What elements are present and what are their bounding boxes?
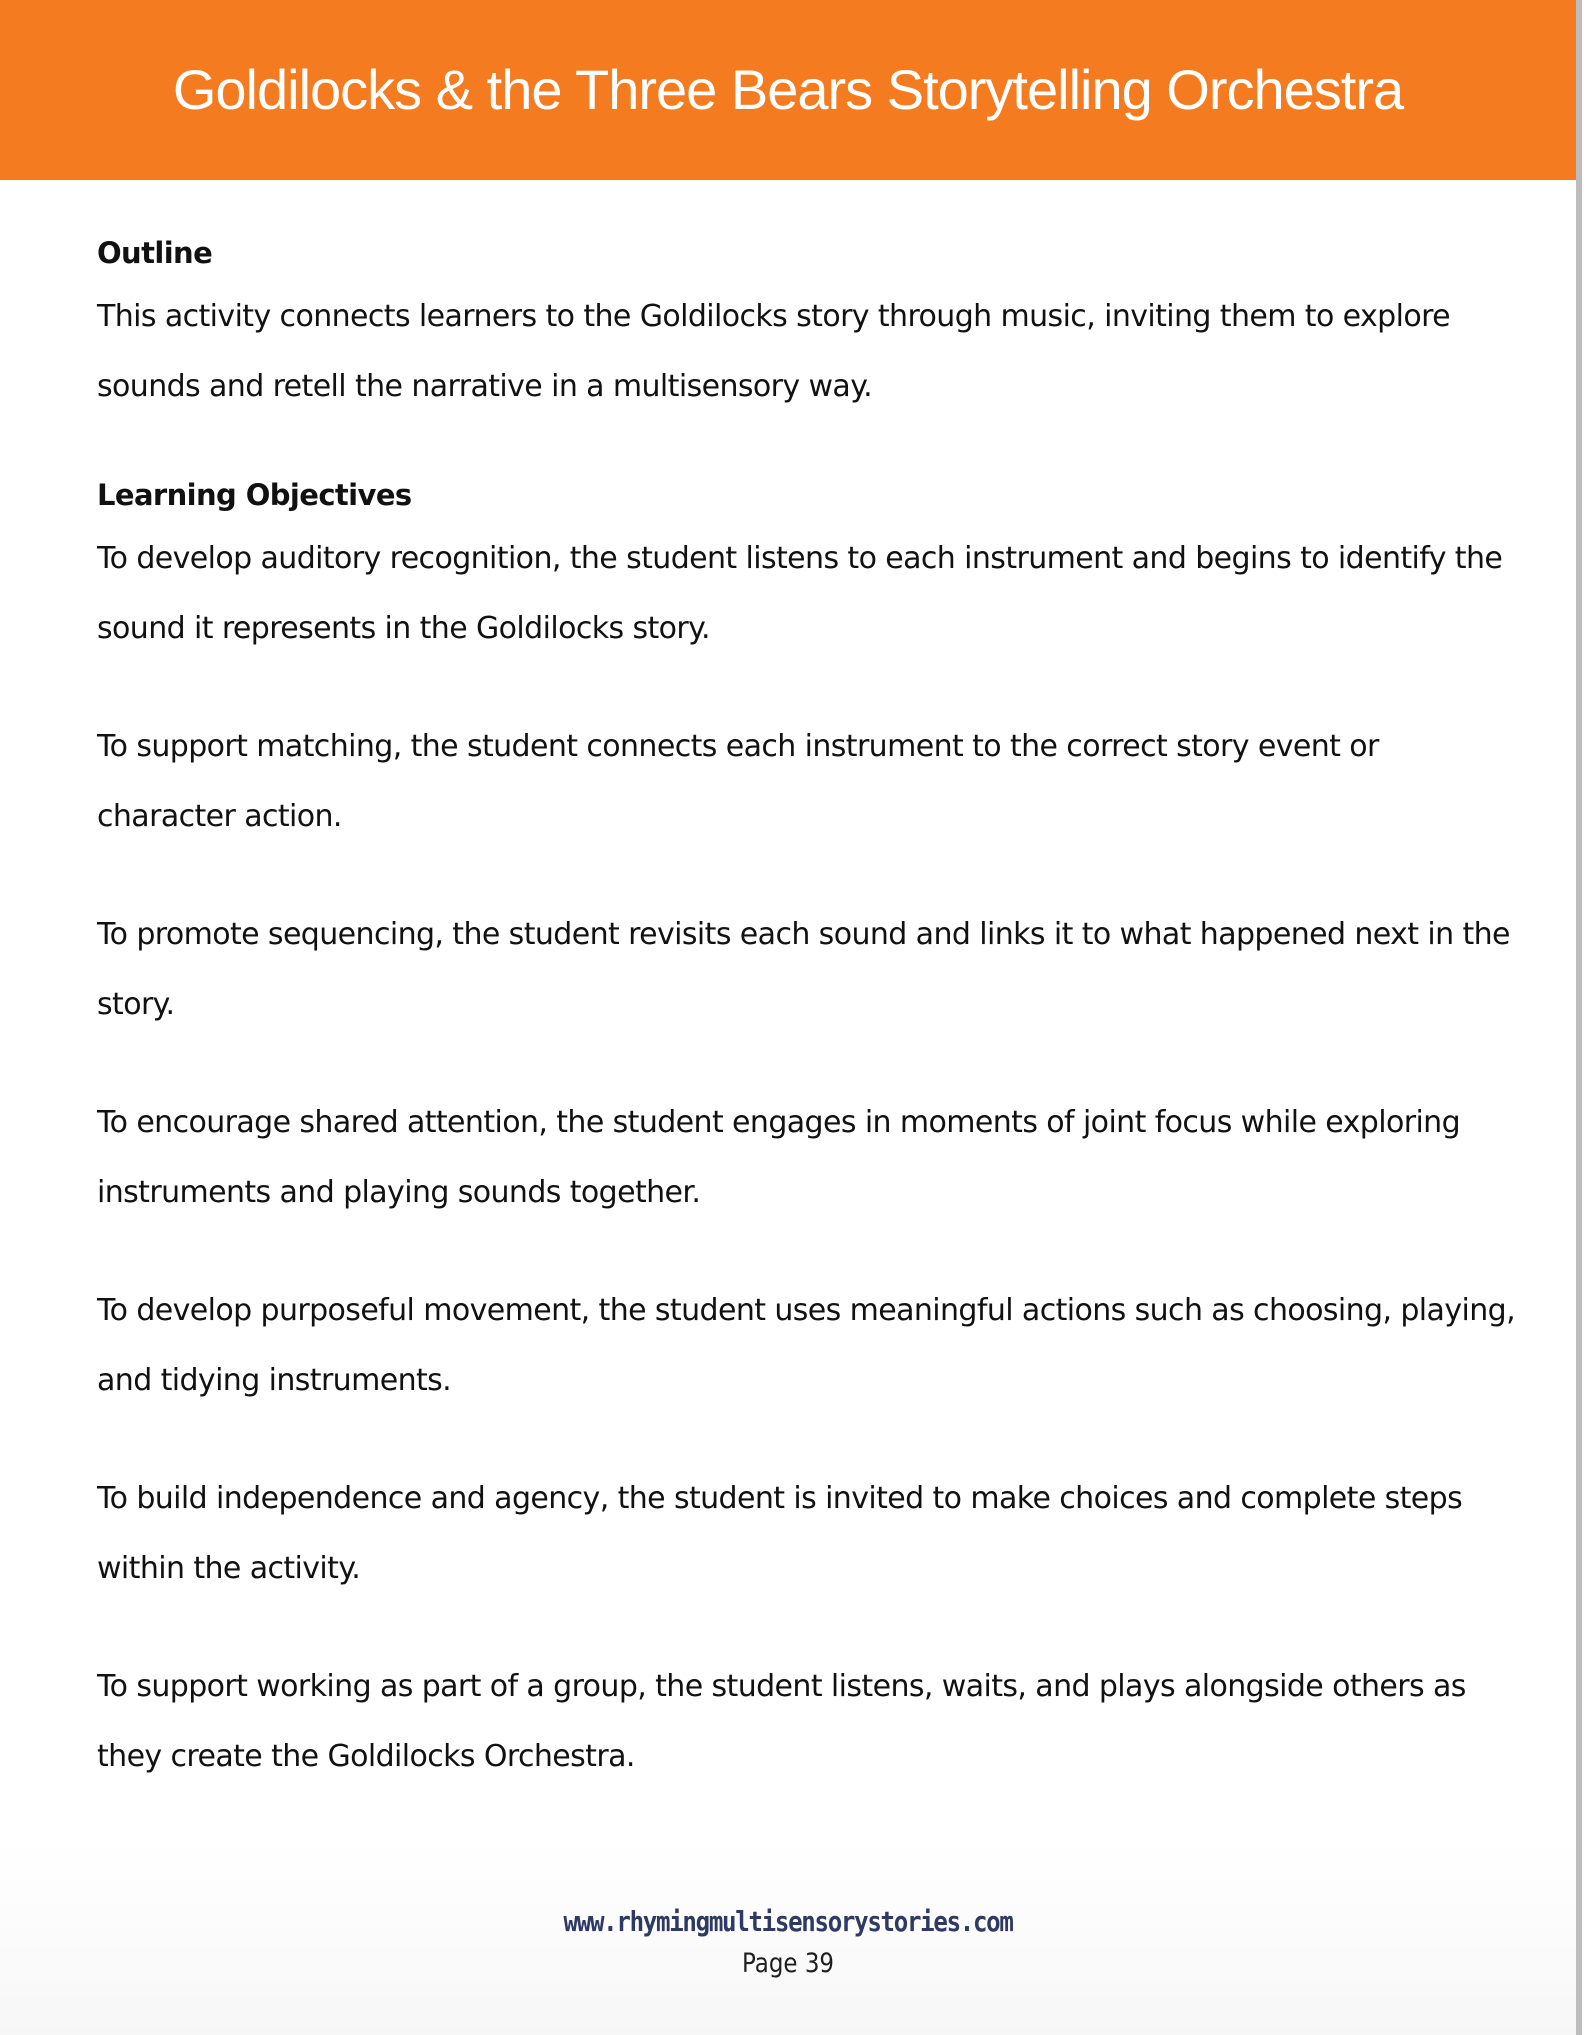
objective-paragraph: To develop purposeful movement, the student uses meaningful actions such as choosing, playing, and tidying instruments. [97,1293,1516,1398]
objective-paragraph: To support matching, the student connects each instrument to the correct story event or character action. [97,729,1379,834]
footer-website-link[interactable]: www.rhymingmultisensorystories.com [563,1905,1013,1938]
outline-section [97,228,1517,422]
learning-objectives-section [97,470,1517,1792]
page-content [97,228,1517,1840]
objective-paragraph: To promote sequencing, the student revisits each sound and links it to what happened next in the story. [97,917,1510,1022]
objective-paragraph: To support working as part of a group, the student listens, waits, and plays alongside others as they create the Goldilocks Orchestra. [97,1669,1466,1774]
learning-objectives-heading: Learning Objectives [97,478,412,512]
objective-paragraph: To build independence and agency, the student is invited to make choices and complete steps within the activity. [97,1481,1463,1586]
page-number: Page 39 [741,1948,835,1979]
outline-paragraph: This activity connects learners to the Goldilocks story through music, inviting them to explore sounds and retell the narrative in a multisensory way. [97,299,1451,404]
objective-paragraph: To develop auditory recognition, the student listens to each instrument and begins to identify the sound it represents in the Goldilocks story. [97,541,1503,646]
page-title: Goldilocks & the Three Bears Storytelling Orchestra [172,57,1404,121]
page-footer [0,1905,1576,1979]
page-header-banner [0,0,1576,180]
outline-heading: Outline [97,236,213,270]
objective-paragraph: To encourage shared attention, the student engages in moments of joint focus while exploring instruments and playing sounds together. [97,1105,1461,1210]
